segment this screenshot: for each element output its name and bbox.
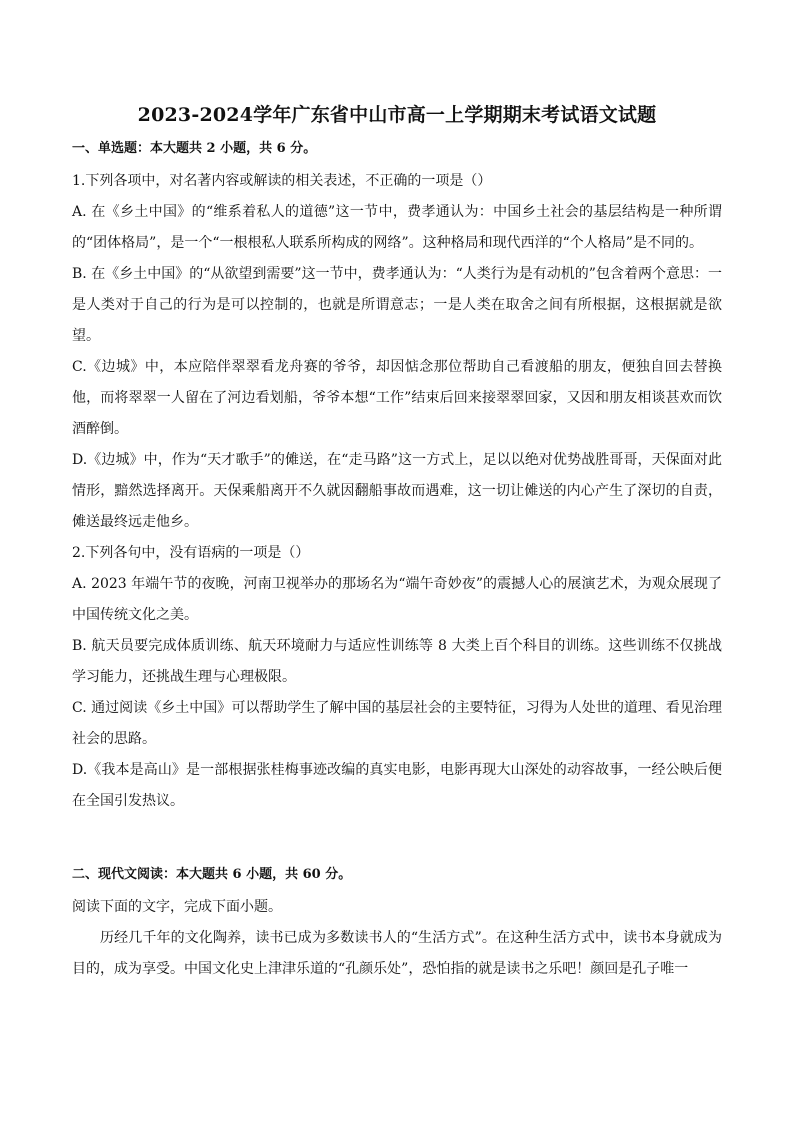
reading-instruction: 阅读下面的文字，完成下面小题。 [72,899,282,915]
document-page [72,100,722,985]
section-reading [72,863,722,985]
question-2-option-a: A. 2023 年端午节的夜晚，河南卫视举办的那场名为“端午奇妙夜”的震撼人心的展演艺术，为观众展现了中国传统文化之美。 [72,576,722,623]
question-1-stem: 1.下列各项中，对名著内容或解读的相关表述，不正确的一项是（） [72,173,492,189]
question-2-option-c: C. 通过阅读《乡土中国》可以帮助学生了解中国的基层社会的主要特征，习得为人处世的道理、看见治理社会的思路。 [72,700,722,747]
question-1-option-c: C.《边城》中，本应陪伴翠翠看龙舟赛的爷爷，却因惦念那位帮助自己看渡船的朋友，便独自回去替换他，而将翠翠一人留在了河边看划船，爷爷本想“工作”结束后回来接翠翠回家，又因和朋友相谈甚欢而饮酒醉倒。 [72,359,722,437]
question-2 [72,538,722,817]
section-1-heading: 一、单选题：本大题共 2 小题，共 6 分。 [72,141,317,156]
question-1 [72,166,722,538]
question-2-option-d: D.《我本是高山》是一部根据张桂梅事迹改编的真实电影，电影再现大山深处的动容故事，一经公映后便在全国引发热议。 [72,762,722,809]
question-2-stem: 2.下列各句中，没有语病的一项是（） [72,545,310,561]
section-single-choice [72,137,722,817]
section-2-heading: 二、现代文阅读：本大题共 6 小题，共 60 分。 [72,867,352,882]
question-1-option-b: B. 在《乡土中国》的“从欲望到需要”这一节中，费孝通认为：“人类行为是有动机的”包含着两个意思：一是人类对于自己的行为是可以控制的，也就是所谓意志；一是人类在取舍之间有所根据，这根据就是欲望。 [72,266,722,344]
question-2-option-b: B. 航天员要完成体质训练、航天环境耐力与适应性训练等 8 大类上百个科目的训练。这些训练不仅挑战学习能力，还挑战生理与心理极限。 [72,638,722,685]
question-1-option-d: D.《边城》中，作为“天才歌手”的傩送，在“走马路”这一方式上，足以以绝对优势战胜哥哥，天保面对此情形，黯然选择离开。天保乘船离开不久就因翻船事故而遇难，这一切让傩送的内心产生了深切的自责，傩送最终远走他乡。 [72,452,722,530]
document-title: 2023-2024学年广东省中山市高一上学期期末考试语文试题 [137,104,657,126]
reading-passage: 历经几千年的文化陶养，读书已成为多数读书人的“生活方式”。在这种生活方式中，读书本身就成为目的，成为享受。中国文化史上津津乐道的“孔颜乐处”，恐怕指的就是读书之乐吧！颜回是孔子唯一 [72,930,722,977]
question-1-option-a: A. 在《乡土中国》的“维系着私人的道德”这一节中，费孝通认为：中国乡土社会的基层结构是一种所谓的“团体格局”，是一个“一根根私人联系所构成的网络”。这种格局和现代西洋的“个人格局”是不同的。 [72,204,722,251]
